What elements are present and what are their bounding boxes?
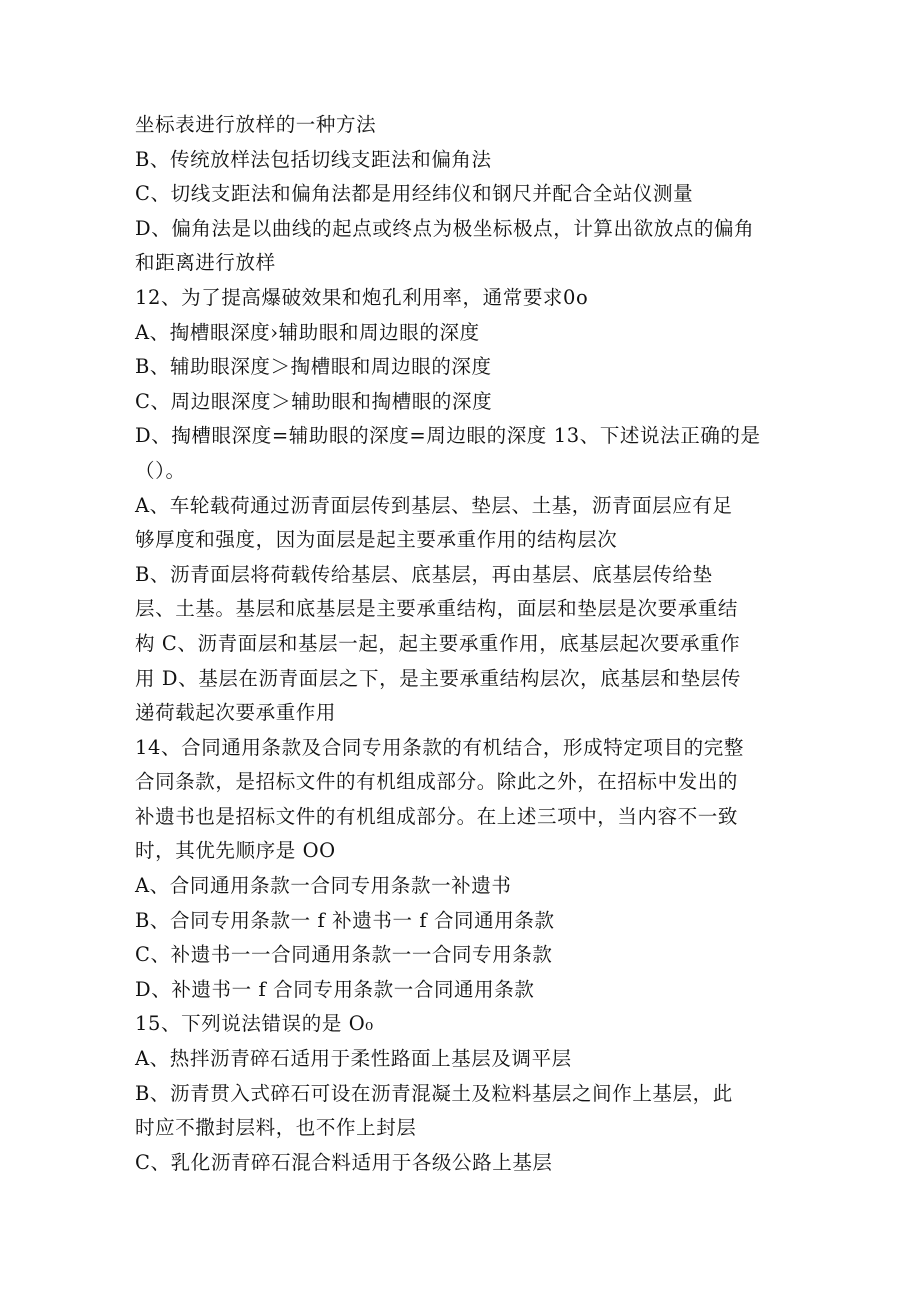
option-c-line: C、切线支距法和偏角法都是用经纬仪和钢尺并配合全站仪测量 — [135, 182, 694, 206]
text-line: 够厚度和强度，因为面层是起主要承重作用的结构层次 — [135, 528, 618, 552]
option-b-line: B、传统放样法包括切线支距法和偏角法 — [135, 147, 492, 171]
option-c-line: C、补遗书一一合同通用条款一一合同专用条款 — [135, 943, 553, 967]
option-a-line: A、车轮载荷通过沥青面层传到基层、垫层、土基，沥青面层应有足 — [135, 493, 733, 517]
text-line: 补遗书也是招标文件的有机组成部分。在上述三项中，当内容不一致 — [135, 804, 739, 828]
option-b-line: B、沥青贯入式碎石可设在沥青混凝土及粒料基层之间作上基层，此 — [135, 1081, 733, 1105]
text-line: 用 D、基层在沥青面层之下，是主要承重结构层次，底基层和垫层传 — [135, 666, 741, 690]
document-body — [135, 108, 795, 1180]
question-14: 14、合同通用条款及合同专用条款的有机结合，形成特定项目的完整 — [135, 735, 744, 759]
text-line: 时，其优先顺序是 OO — [135, 839, 336, 863]
text-line: 递荷载起次要承重作用 — [135, 701, 337, 725]
option-b-line: B、沥青面层将荷载传给基层、底基层，再由基层、底基层传给垫 — [135, 562, 713, 586]
text-line: 层、土基。基层和底基层是主要承重结构，面层和垫层是次要承重结 — [135, 597, 739, 621]
option-a-line: A、合同通用条款一合同专用条款一补遗书 — [135, 874, 512, 898]
question-12: 12、为了提高爆破效果和炮孔利用率，通常要求0o — [135, 285, 589, 309]
option-d-line: D、掏槽眼深度=辅助眼的深度=周边眼的深度 13、下述说法正确的是 — [135, 424, 761, 448]
text-line: （）。 — [135, 458, 186, 482]
text-line: 构 C、沥青面层和基层一起，起主要承重作用，底基层起次要承重作 — [135, 631, 741, 655]
option-b-line: B、合同专用条款一 f 补遗书一 f 合同通用条款 — [135, 908, 555, 932]
text-line: 合同条款，是招标文件的有机组成部分。除此之外，在招标中发出的 — [135, 770, 739, 794]
option-d-line: D、补遗书一 f 合同专用条款一合同通用条款 — [135, 977, 535, 1001]
option-b-line: B、辅助眼深度＞掏槽眼和周边眼的深度 — [135, 355, 492, 379]
question-15: 15、下列说法错误的是 O₀ — [135, 1012, 374, 1036]
option-a-line: A、热拌沥青碎石适用于柔性路面上基层及调平层 — [135, 1047, 572, 1071]
option-c-line: C、乳化沥青碎石混合料适用于各级公路上基层 — [135, 1150, 553, 1174]
text-line: 坐标表进行放样的一种方法 — [135, 113, 377, 136]
option-a-line: A、掏槽眼深度›辅助眼和周边眼的深度 — [135, 320, 480, 344]
option-c-line: C、周边眼深度＞辅助眼和掏槽眼的深度 — [135, 389, 493, 413]
option-d-line: D、偏角法是以曲线的起点或终点为极坐标极点，计算出欲放点的偏角 — [135, 216, 755, 240]
text-line: 时应不撒封层料，也不作上封层 — [135, 1116, 417, 1140]
text-line: 和距离进行放样 — [135, 251, 276, 275]
